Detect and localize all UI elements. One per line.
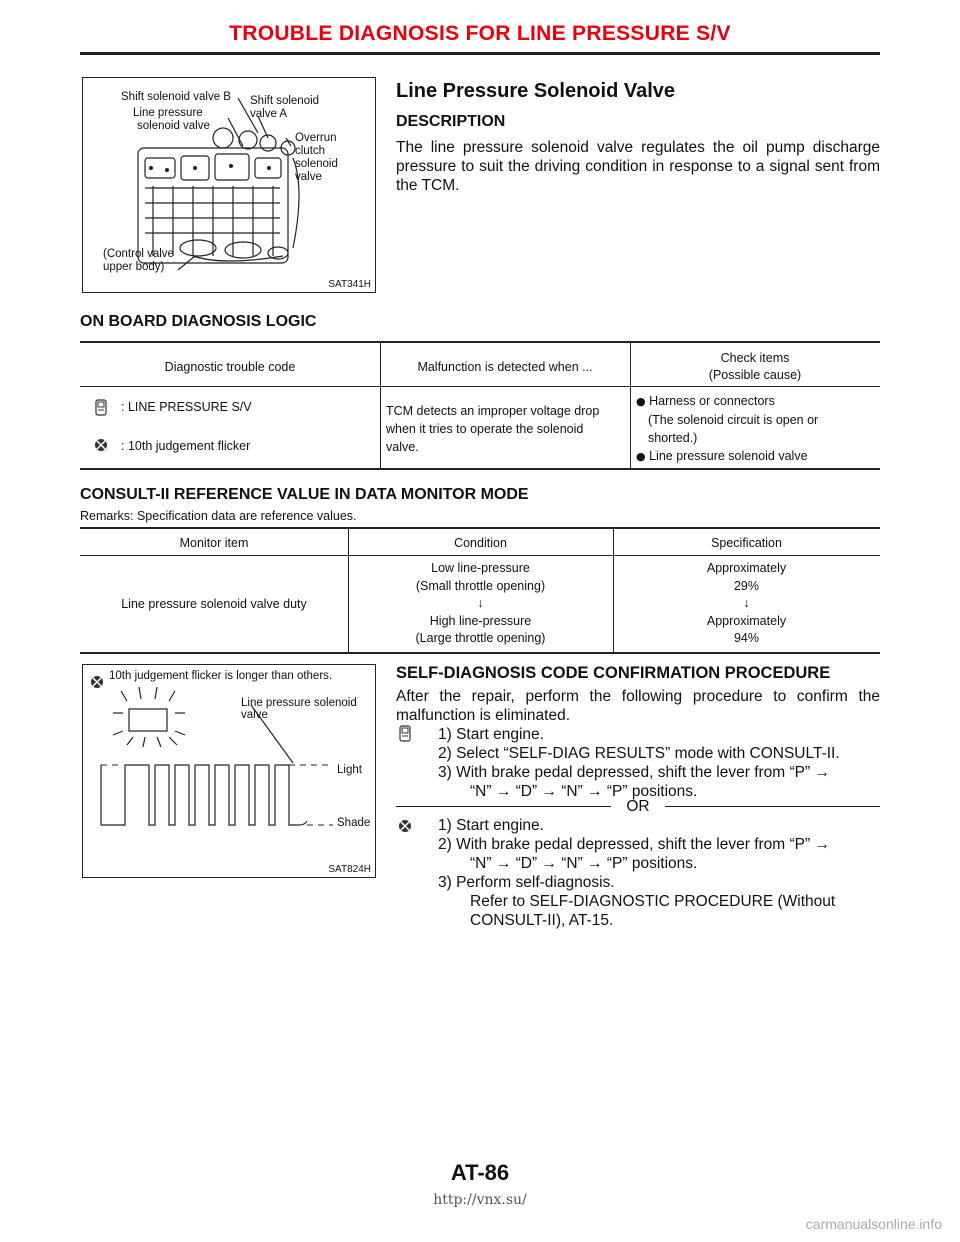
description-heading: DESCRIPTION xyxy=(396,113,506,130)
obd-divider-1 xyxy=(380,342,381,469)
consult-icon xyxy=(398,725,412,743)
label-control-2: upper body) xyxy=(103,261,165,273)
label-overrun-clutch-valve xyxy=(295,132,338,184)
consult-col-spec: Specification xyxy=(711,536,782,550)
flicker-lamp-icon xyxy=(397,817,413,835)
consult-table-header-rule xyxy=(80,555,880,556)
label-shift-a-2: valve A xyxy=(250,108,288,120)
description-text: The line pressure solenoid valve regulates the oil pump discharge pressure to suit the driving condition in response to a signal sent from the TCM. xyxy=(396,139,880,194)
down-arrow-icon: ↓ xyxy=(743,596,750,610)
selfdiag-b3-line3: CONSULT-II), AT-15. xyxy=(470,912,614,929)
label-shade: Shade xyxy=(337,817,371,829)
or-label: OR xyxy=(626,798,650,815)
obd-detect-line3: valve. xyxy=(386,440,419,454)
or-rule-left xyxy=(396,806,611,807)
consult-condition-cell xyxy=(348,560,613,648)
label-overrun-2: clutch xyxy=(295,145,326,157)
consult-icon xyxy=(94,399,108,417)
consult-table-bottom-rule xyxy=(80,652,880,654)
selfdiag-b1: 1) Start engine. xyxy=(438,817,544,834)
label-overrun-3: solenoid xyxy=(295,158,338,170)
selfdiag-consult-steps xyxy=(438,725,840,801)
label-control-1: (Control valve xyxy=(103,248,174,260)
obd-table-bottom-rule xyxy=(80,468,880,470)
selfdiag-intro-line2: malfunction is eliminated. xyxy=(396,707,571,724)
page-header-title: TROUBLE DIAGNOSIS FOR LINE PRESSURE S/V xyxy=(229,22,731,45)
consult-spec2: 29% xyxy=(733,578,760,593)
obd-check1-line1: Harness or connectors xyxy=(649,394,775,408)
watermark: carmanualsonline.info xyxy=(805,1216,942,1232)
obd-table-top-rule xyxy=(80,341,880,343)
figure-id: SAT341H xyxy=(328,279,371,290)
consult-spec3: Approximately xyxy=(706,613,787,628)
obd-detect-line1: TCM detects an improper voltage drop xyxy=(386,404,600,418)
label-overrun-4: valve xyxy=(295,171,322,183)
selfdiag-a3-line2: “N” → “D” → “N” → “P” positions. xyxy=(470,783,698,800)
section-title: Line Pressure Solenoid Valve xyxy=(396,80,676,102)
bullet-icon: ● xyxy=(636,395,646,408)
selfdiag-a1: 1) Start engine. xyxy=(438,726,544,743)
consult-spec1: Approximately xyxy=(706,561,787,575)
obd-code-flicker: : 10th judgement flicker xyxy=(121,439,251,453)
selfdiag-b2-line1: 2) With brake pedal depressed, shift the lever from “P” → xyxy=(438,836,830,853)
obd-check2: Line pressure solenoid valve xyxy=(649,449,808,463)
selfdiag-b2-line2: “N” → “D” → “N” → “P” positions. xyxy=(470,855,698,872)
selfdiag-heading: SELF-DIAGNOSIS CODE CONFIRMATION PROCEDURE xyxy=(396,664,831,682)
obd-code-consult: : LINE PRESSURE S/V xyxy=(121,400,252,414)
consult-cond1: Low line-pressure xyxy=(431,561,530,575)
selfdiag-intro-line1: After the repair, perform the following procedure to confirm the xyxy=(396,688,880,705)
consult-spec-cell xyxy=(613,560,880,648)
consult-monitor-item: Line pressure solenoid valve duty xyxy=(121,597,307,611)
label-control-valve xyxy=(103,248,174,274)
consult-col-condition: Condition xyxy=(454,536,507,550)
label-line-pressure-valve xyxy=(133,107,210,133)
consult-cond3: High line-pressure xyxy=(429,613,532,628)
flicker-illustration xyxy=(82,664,376,878)
obd-check-items xyxy=(636,392,818,466)
label-line-pressure-2: solenoid valve xyxy=(137,120,210,132)
label-overrun-1: Overrun xyxy=(295,132,337,144)
obd-col-header-check xyxy=(630,350,880,384)
consult-cond4: (Large throttle opening) xyxy=(415,631,546,645)
obd-col-header-code: Diagnostic trouble code xyxy=(164,360,296,374)
obd-check-item-2 xyxy=(636,447,818,466)
valve-illustration xyxy=(82,77,376,293)
bullet-icon: ● xyxy=(636,450,646,463)
or-rule-right xyxy=(665,806,880,807)
selfdiag-flicker-steps xyxy=(438,816,835,930)
consult-remarks: Remarks: Specification data are reference values. xyxy=(80,509,357,523)
obd-divider-2 xyxy=(630,342,631,469)
page-number: AT-86 xyxy=(450,1160,510,1185)
obd-check1-line2: (The solenoid circuit is open or xyxy=(648,413,819,427)
label-shift-a-1: Shift solenoid xyxy=(250,95,320,107)
flicker-waveform xyxy=(83,665,375,877)
obd-table-header-rule xyxy=(80,386,880,387)
selfdiag-b3-line1: 3) Perform self-diagnosis. xyxy=(438,874,615,891)
obd-check1-line3: shorted.) xyxy=(648,431,698,445)
header-rule xyxy=(80,52,880,55)
obd-heading: ON BOARD DIAGNOSIS LOGIC xyxy=(80,313,317,330)
label-light: Light xyxy=(337,764,362,776)
consult-table-top-rule xyxy=(80,527,880,529)
consult-spec4: 94% xyxy=(733,631,760,645)
label-line-pressure-valve: Line pressure solenoid valve xyxy=(241,697,357,721)
flicker-lamp-icon xyxy=(93,436,109,454)
consult-cond2: (Small throttle opening) xyxy=(415,578,546,593)
obd-col3-line1: Check items xyxy=(720,351,790,365)
label-shift-solenoid-b: Shift solenoid valve B xyxy=(121,91,231,103)
obd-col-header-malfunction: Malfunction is detected when ... xyxy=(417,360,593,374)
label-shift-solenoid-a xyxy=(250,95,319,121)
flicker-caption: 10th judgement flicker is longer than others. xyxy=(109,670,333,682)
selfdiag-a3-line1: 3) With brake pedal depressed, shift the lever from “P” → xyxy=(438,764,830,781)
or-separator xyxy=(396,797,880,815)
label-line-pressure-1: Line pressure xyxy=(133,107,203,119)
selfdiag-a2: 2) Select “SELF-DIAG RESULTS” mode with CONSULT-II. xyxy=(438,745,840,762)
consult-col-monitor: Monitor item xyxy=(179,536,249,550)
obd-detect-condition xyxy=(386,402,599,456)
figure-id: SAT824H xyxy=(328,864,371,875)
source-link[interactable]: http://vnx.su/ xyxy=(433,1192,527,1208)
obd-col3-line2: (Possible cause) xyxy=(708,368,802,382)
selfdiag-b3-line2: Refer to SELF-DIAGNOSTIC PROCEDURE (Without xyxy=(470,893,836,910)
obd-check-item-1 xyxy=(636,392,818,411)
selfdiag-intro xyxy=(396,687,880,725)
obd-detect-line2: when it tries to operate the solenoid xyxy=(386,422,584,436)
down-arrow-icon: ↓ xyxy=(477,596,484,610)
consult-heading: CONSULT-II REFERENCE VALUE IN DATA MONITOR MODE xyxy=(80,486,529,503)
